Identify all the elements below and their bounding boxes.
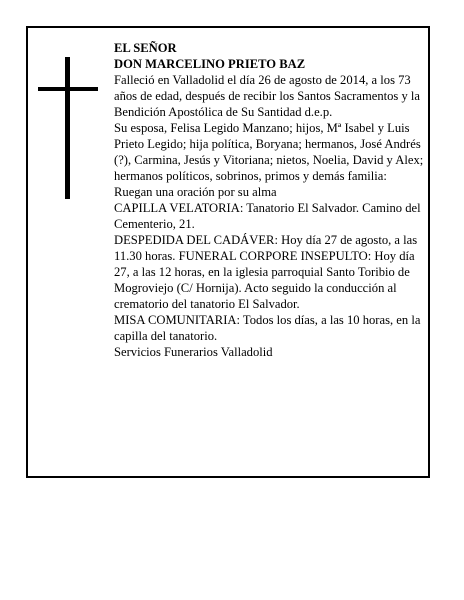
chapel-info: CAPILLA VELATORIA: Tanatorio El Salvador. Camino del Cementerio, 21.: [114, 201, 421, 231]
notice-text: [114, 40, 424, 360]
cross-vertical-bar: [65, 57, 70, 199]
cross-horizontal-bar: [38, 87, 98, 91]
farewell-funeral-info: DESPEDIDA DEL CADÁVER: Hoy día 27 de agosto, a las 11.30 horas. FUNERAL CORPORE INSEPULTO: Hoy día 27, a las 12 horas, en la iglesia parroquial Santo Toribio de Mogroviejo (C/ Hornija). Acto seguido la conducción al crematorio del tanatorio El Salvador.: [114, 233, 418, 311]
prayer-request: Ruegan una oración por su alma: [114, 185, 277, 199]
deceased-name: DON MARCELINO PRIETO BAZ: [114, 57, 306, 71]
obituary-notice: [26, 26, 430, 478]
death-announcement: Falleció en Valladolid el día 26 de agosto de 2014, a los 73 años de edad, después de recibir los Santos Sacramentos y la Bendición Apostólica de Su Santidad d.e.p.: [114, 73, 421, 119]
community-mass-info: MISA COMUNITARIA: Todos los días, a las 10 horas, en la capilla del tanatorio.: [114, 313, 421, 343]
funeral-services-provider: Servicios Funerarios Valladolid: [114, 345, 273, 359]
family-list: Su esposa, Felisa Legido Manzano; hijos, Mª Isabel y Luis Prieto Legido; hija política, Boryana; hermanos, José Andrés (?), Carmina, Jesús y Vitoriana; nietos, Noelia, David y Alex; hermanos políticos, sobrinos, primos y demás familia:: [114, 121, 424, 183]
heading-title: EL SEÑOR: [114, 41, 177, 55]
latin-cross-icon: [38, 57, 100, 199]
